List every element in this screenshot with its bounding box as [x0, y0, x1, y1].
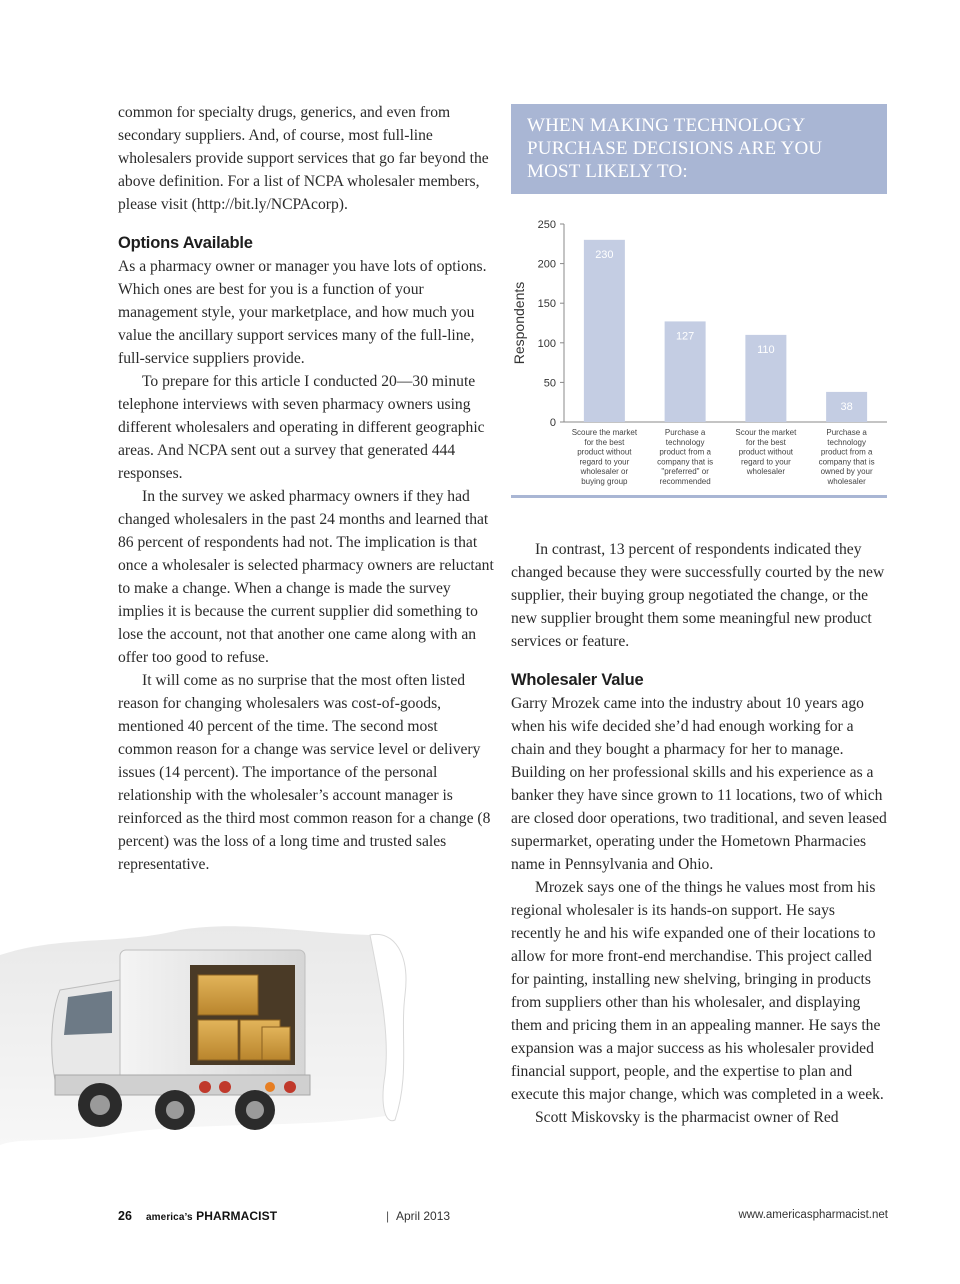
chart-title: WHEN MAKING TECHNOLOGY PURCHASE DECISIONS ARE YOU MOST LIKELY TO:	[527, 115, 823, 182]
chart-bottom-rule	[511, 495, 887, 498]
bar-chart	[511, 194, 887, 494]
category-label: Scour the market for the best product without regard to your wholesaler	[735, 428, 797, 477]
page-footer	[118, 1209, 888, 1229]
bar-value-label: 127	[675, 330, 695, 343]
category-label: Scoure the market for the best product without regard to your wholesaler or buying group	[571, 428, 638, 486]
brand-prefix: america’s	[146, 1212, 193, 1223]
options-paragraph-3: In the survey we asked pharmacy owners if they had changed wholesalers in the past 24 months and learned that 86 percent of respondents had not. The implication is that once a wholesaler is selected pharmacy owners are reluctant to make a change. When a change is made the survey implies it is because the current supplier did something to lose the account, not that another one came along with an offer too good to refuse.	[118, 488, 494, 666]
options-paragraph-4: It will come as no surprise that the most often listed reason for changing wholesalers was cost-of-goods, mentioned 40 percent of the time. The second most common reason for a change was service level or delivery issues (14 percent). The importance of the personal relationship with the wholesaler’s account manager is reinforced as the third most common reason for a change (8 percent) was the loss of a long time and trusted sales representative.	[118, 672, 491, 873]
category-label: Purchase a technology product from a company that is owned by your wholesaler	[818, 428, 875, 486]
y-tick-label: 250	[537, 219, 556, 231]
footer-separator: |	[386, 1209, 390, 1223]
website-url[interactable]: www.americaspharmacist.net	[738, 1209, 888, 1221]
wholesaler-paragraph-2: Mrozek says one of the things he values most from his regional wholesaler is its hands-on support. He says recently he and his wife expanded one of their locations to allow for more front-end merchandise. This project called for painting, installing new shelving, bringing in products from suppliers other than his wholesaler, and displaying them and pricing them in an appealing manner. He says the expansion was a major success as his wholesaler provided financial support, people, and the expertise to plan and execute this major change, which was completed in a week.	[511, 879, 884, 1103]
options-paragraph-1: As a pharmacy owner or manager you have lots of options. Which ones are best for you is a function of your management style, your marketplace, and how much you value the ancillary support services many of the full-line, full-service suppliers provide.	[118, 258, 487, 367]
chart-banner	[511, 104, 887, 194]
y-tick-label: 50	[543, 377, 556, 390]
right-column	[511, 538, 889, 1129]
left-column	[118, 101, 496, 876]
y-tick-label: 200	[537, 258, 556, 271]
bar-value-label: 230	[595, 248, 614, 261]
wholesaler-paragraph-3: Scott Miskovsky is the pharmacist owner of Red	[535, 1109, 839, 1126]
brand-main: PHARMACIST	[196, 1209, 278, 1223]
bar-value-label: 110	[757, 343, 775, 356]
intro-paragraph: common for specialty drugs, generics, and even from secondary suppliers. And, of course, most full-line wholesalers provide support services that go far beyond the above definition. For a list of NCPA wholesaler members, please visit (http://bit.ly/NCPAcorp).	[118, 104, 489, 213]
y-axis-label: Respondents	[511, 281, 527, 365]
bar	[584, 240, 625, 422]
truck-illustration	[0, 915, 500, 1155]
y-tick-label: 150	[537, 298, 556, 311]
bar-value-label: 38	[840, 400, 853, 413]
options-heading: Options Available	[118, 234, 253, 252]
options-paragraph-2: To prepare for this article I conducted 20—30 minute telephone interviews with seven pharmacy owners using different wholesalers and operating in different geographic areas. And NCPA sent out a survey that generated 444 responses.	[118, 373, 485, 482]
contrast-paragraph: In contrast, 13 percent of respondents indicated they changed because they were successfully courted by the new supplier, their buying group negotiated the change, or the new supplier brought them some meaningful new product services or feature.	[511, 541, 885, 650]
y-tick-label: 100	[537, 337, 556, 350]
wholesaler-paragraph-1: Garry Mrozek came into the industry about 10 years ago when his wife decided she’d had enough working for a chain and they bought a pharmacy for her to manage. Building on her professional skills and his experience as a banker they have since grown to 11 locations, two of which are closed door operations, two traditional, and seven leased supermarket, operating under the Hometown Pharmacies name in Pennsylvania and Ohio.	[511, 695, 887, 873]
page-number: 26	[118, 1209, 132, 1223]
issue-date: April 2013	[396, 1209, 451, 1223]
magazine-brand	[146, 1209, 277, 1223]
category-label: Purchase a technology product from a company that is "preferred" or recommended	[657, 428, 714, 486]
y-tick-label: 0	[549, 417, 556, 429]
survey-chart	[511, 104, 887, 498]
wholesaler-value-heading: Wholesaler Value	[511, 671, 644, 689]
